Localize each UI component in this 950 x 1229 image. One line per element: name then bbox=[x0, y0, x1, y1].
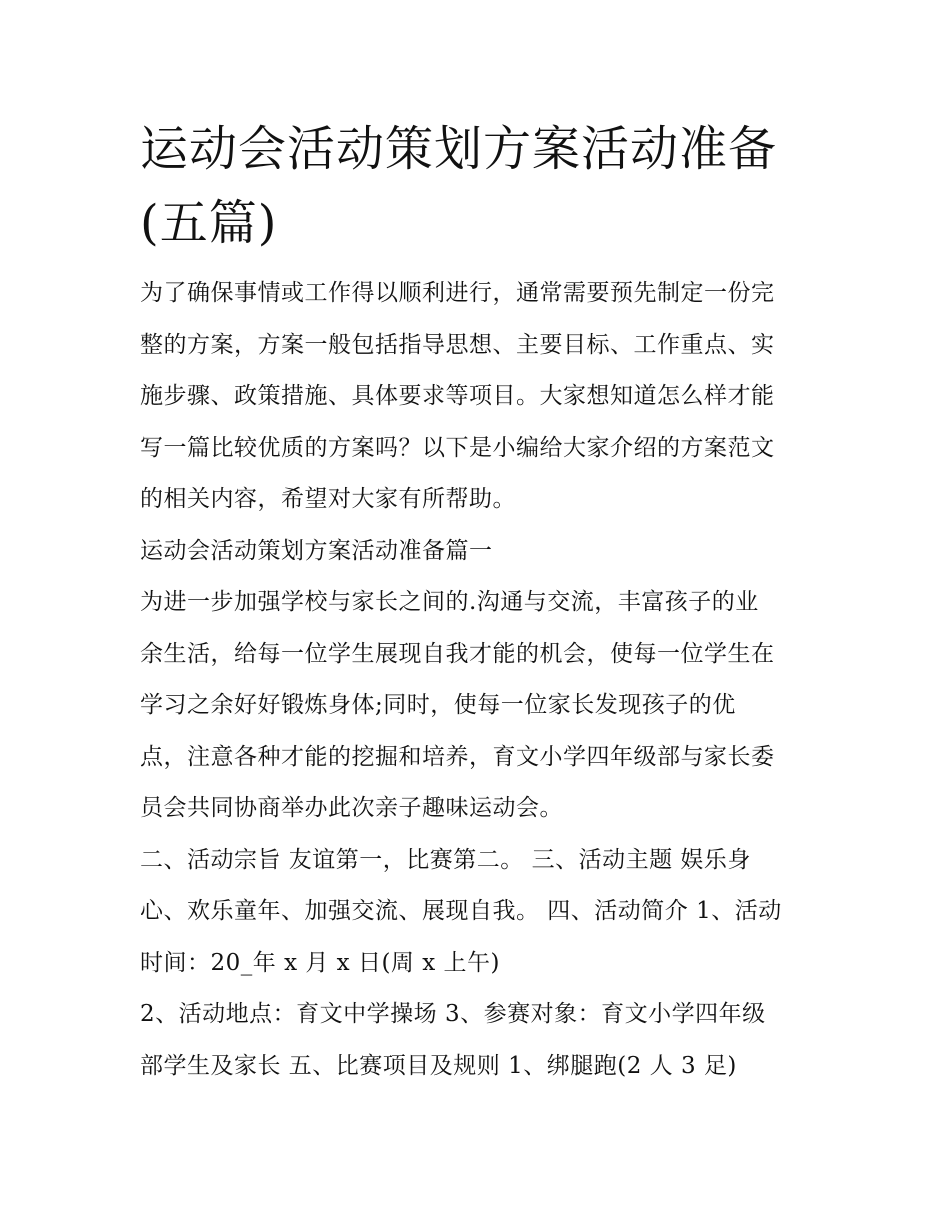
text-line: 施步骤、政策措施、具体要求等项目。大家想知道怎么样才能 bbox=[140, 383, 775, 409]
intro-paragraph bbox=[140, 268, 820, 526]
text-line: 的相关内容，希望对大家有所帮助。 bbox=[140, 486, 516, 512]
text-line: 员会共同协商举办此次亲子趣味运动会。 bbox=[140, 795, 563, 821]
text-line: 学习之余好好锻炼身体;同时，使每一位家长发现孩子的优 bbox=[140, 692, 736, 718]
text-line: 为了确保事情或工作得以顺利进行，通常需要预先制定一份完 bbox=[140, 280, 775, 306]
text-line: 时间：20_年 x 月 x 日(周 x 上午) bbox=[140, 949, 500, 976]
document-title bbox=[140, 112, 820, 260]
text-line: 写一篇比较优质的方案吗？以下是小编给大家介绍的方案范文 bbox=[140, 434, 775, 461]
text-line: 2、活动地点：育文中学操场 3、参赛对象：育文小学四年级 bbox=[140, 1001, 766, 1027]
body-paragraph bbox=[140, 577, 820, 1092]
text-line: 余生活，给每一位学生展现自我才能的机会，使每一位学生在 bbox=[140, 640, 775, 667]
text-line: 二、活动宗旨 友谊第一，比赛第二。 三、活动主题 娱乐身 bbox=[140, 846, 751, 873]
text-line: 部学生及家长 五、比赛项目及规则 1、绑腿跑(2 人 3 足) bbox=[140, 1052, 737, 1079]
section-heading bbox=[140, 526, 820, 578]
text-line: 为进一步加强学校与家长之间的.沟通与交流，丰富孩子的业 bbox=[140, 589, 759, 615]
section-heading-text: 运动会活动策划方案活动准备篇一 bbox=[140, 537, 493, 564]
title-line: (五篇) bbox=[140, 195, 278, 251]
text-line: 心、欢乐童年、加强交流、展现自我。 四、活动简介 1、活动 bbox=[140, 898, 782, 924]
title-line: 运动会活动策划方案活动准备 bbox=[140, 121, 778, 177]
text-line: 整的方案，方案一般包括指导思想、主要目标、工作重点、实 bbox=[140, 331, 775, 358]
document-page bbox=[140, 112, 820, 1092]
text-line: 点，注意各种才能的挖掘和培养，育文小学四年级部与家长委 bbox=[140, 743, 775, 770]
